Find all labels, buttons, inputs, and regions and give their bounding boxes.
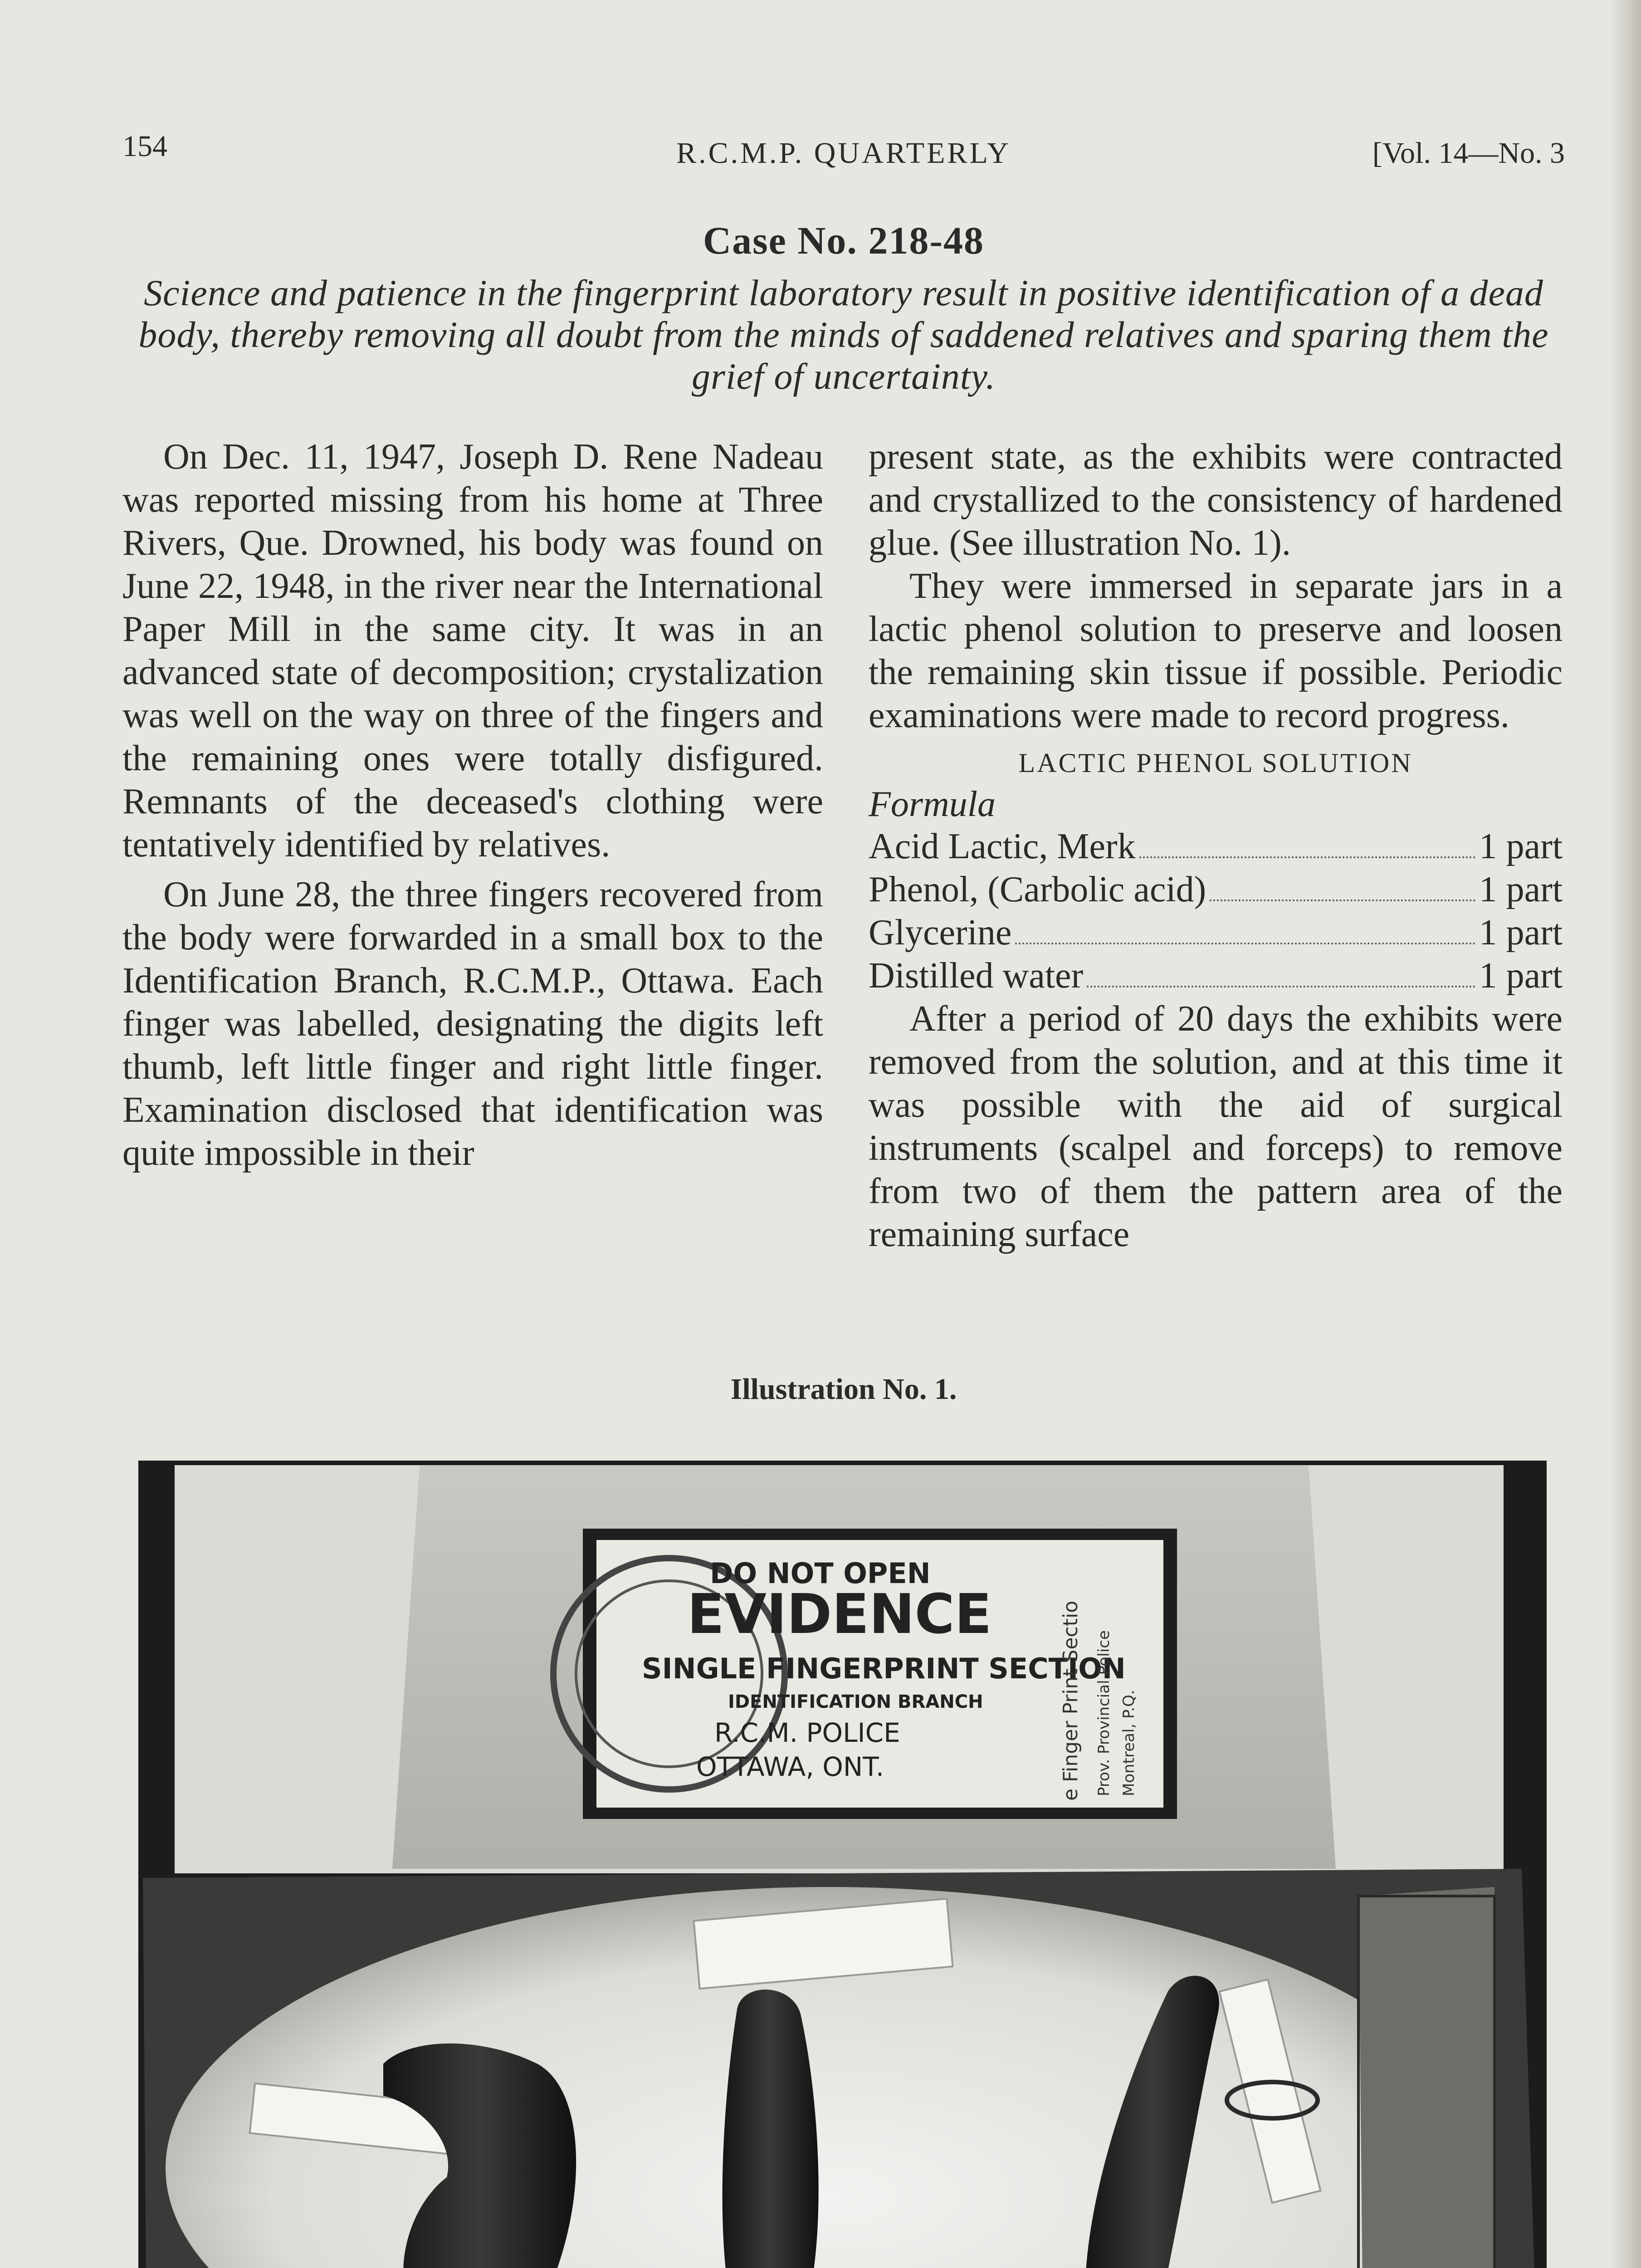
volume-issue: [Vol. 14—No. 3 — [1372, 137, 1565, 170]
left-little-finger-specimen — [723, 1989, 819, 2268]
dot-leader — [1210, 899, 1475, 901]
label-line: R.C.M. POLICE — [714, 1717, 900, 1748]
article-subtitle: Science and patience in the fingerprint laboratory result in positive identification of a dead body, thereby removing all doubt from the minds of saddened relatives and sparing them the grief of uncertainty. — [138, 272, 1549, 397]
formula-ingredient: Phenol, (Carbolic acid) — [869, 870, 1206, 909]
dot-leader — [1015, 943, 1475, 944]
label-line: EVIDENCE — [687, 1583, 992, 1646]
running-header — [122, 129, 1565, 179]
evidence-box-photo — [138, 1461, 1547, 2268]
dot-leader — [1139, 856, 1475, 858]
paragraph: After a period of 20 days the exhibits were removed from the solution, and at this time it was possible with the aid of surgical instruments (scalpel and forceps) to remove from two of them the pattern area of the remaining surface — [869, 999, 1563, 1254]
paragraph: present state, as the exhibits were contracted and crystallized to the consistency of hardened glue. (See illustration No. 1). — [869, 437, 1563, 563]
formula-row — [869, 954, 1563, 997]
formula-amount: 1 part — [1479, 870, 1563, 909]
formula-heading: LACTIC PHENOL SOLUTION — [1018, 748, 1413, 778]
paragraph: On June 28, the three fingers recovered from the body were forwarded in a small box to the Identification Branch, R.C.M.P., Ottawa. Each finger was labelled, designating the digits left thumb, left little finger and right little finger. Examination disclosed that identification was quite impossible in their — [122, 875, 823, 1173]
formula-ingredient: Distilled water — [869, 956, 1084, 996]
dot-leader — [1087, 986, 1475, 987]
article-title: Case No. 218-48 — [703, 219, 984, 262]
formula-ingredient: Glycerine — [869, 913, 1012, 953]
formula-row — [869, 911, 1563, 954]
formula-amount: 1 part — [1479, 956, 1563, 996]
right-column — [869, 435, 1563, 1256]
label-line: OTTAWA, ONT. — [696, 1751, 884, 1782]
page-number: 154 — [122, 130, 167, 163]
label-side-text: Montreal, P.Q. — [1120, 1690, 1138, 1796]
formula-amount: 1 part — [1479, 826, 1563, 866]
illustration-caption: Illustration No. 1. — [730, 1373, 957, 1406]
running-title: R.C.M.P. QUARTERLY — [676, 137, 1011, 170]
label-line: IDENTIFICATION BRANCH — [728, 1691, 983, 1712]
label-line: SINGLE FINGERPRINT SECTION — [642, 1652, 1126, 1685]
paragraph: They were immersed in separate jars in a lactic phenol solution to preserve and loosen the remaining skin tissue if possible. Periodic examinations were made to record progress. — [869, 566, 1563, 735]
label-line: DO NOT OPEN — [710, 1557, 931, 1590]
evidence-box-illustration — [138, 1461, 1547, 2268]
label-side-text: Prov. Provincial Police — [1095, 1630, 1113, 1796]
formula-row — [869, 868, 1563, 911]
formula-ingredient: Acid Lactic, Merk — [869, 826, 1136, 866]
formula-amount: 1 part — [1479, 913, 1563, 953]
label-side-text: e Finger Print Sectio — [1059, 1600, 1082, 1801]
left-column — [122, 435, 823, 1175]
formula-label: Formula — [869, 784, 996, 824]
formula-row — [869, 825, 1563, 868]
page-edge-shadow — [1609, 0, 1641, 2268]
paragraph: On Dec. 11, 1947, Joseph D. Rene Nadeau was reported missing from his home at Three Rivers, Que. Drowned, his body was found on June 22, 1948, in the river near the International Paper Mill in the same city. It was in an advanced state of decomposition; crystalization was well on the way on three of the fingers and the remaining ones were totally disfigured. Remnants of the deceased's clothing were tentatively identified by relatives. — [122, 437, 823, 865]
box-side-flap — [1358, 1887, 1494, 2268]
